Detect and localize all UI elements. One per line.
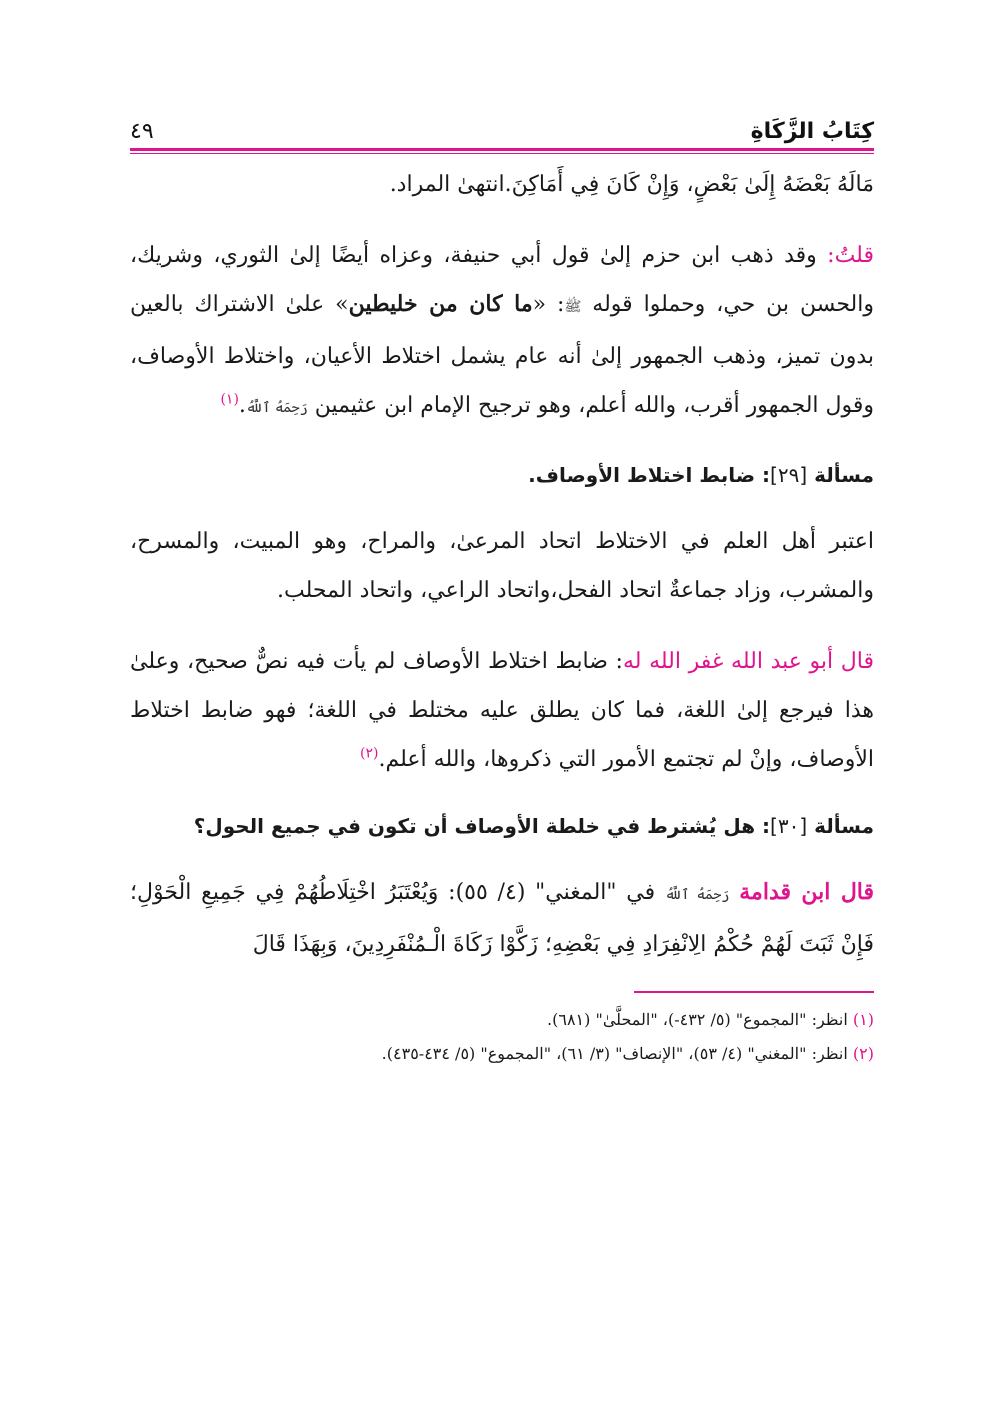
page-number: ٤٩ [130,119,154,144]
paragraph-text: وقد ذهب ابن حزم إلىٰ قول أبي حنيفة، وعزاه أيضًا إلىٰ الثوري، وشريك، والحسن بن حي، وحملوا قوله [130,243,874,317]
footnote-marker: (١) [852,1010,874,1029]
issue-title: : ضابط اختلاط الأوصاف. [528,463,771,487]
paragraph-text: في "المغني" (٤/ ٥٥): وَيُعْتَبَرُ اخْتِلَاطُهُمْ فِي جَمِيعِ الْحَوْلِ؛ فَإِنْ ثَبَتَ لَهُمْ حُكْمُ الِانْفِرَادِ فِي بَعْضِهِ؛ زَكَّوْا زَكَاةَ الْـمُنْفَرِدِينَ، وَبِهَذَا قَالَ [130,880,874,957]
footnote-2 [130,1037,874,1071]
spacer [130,209,874,231]
issue-number: [٣٠] [770,814,808,838]
book-page [130,108,874,1328]
footnote-1 [130,1003,874,1037]
spacer [130,495,874,517]
paragraph-continuation: مَالَهُ بَعْضَهُ إِلَىٰ بَعْضٍ، وَإِنْ كَانَ فِي أَمَاكِنَ.انتهىٰ المراد. [389,172,874,197]
spacer [130,615,874,637]
spacer [130,846,874,868]
hadith-quote: ما كان من خليطين [348,291,533,317]
footnote-divider [634,991,874,993]
qultu-lead: قلتُ: [827,243,874,268]
footnote-ref-2[interactable]: (٢) [360,745,379,762]
spacer [130,784,874,806]
issue-heading-30 [130,806,874,846]
rahimahullah-honorific: رَحِمَهُ ٱللَّهُ [245,400,308,416]
running-header [130,108,874,144]
issue-heading-29 [130,455,874,495]
paragraph-criteria: اعتبر أهل العلم في الاختلاط اتحاد المرعىٰ، والمراح، وهو المبيت، والمسرح، والمشرب، وزاد جماعةٌ اتحاد الفحل،واتحاد الراعي، واتحاد المحلب. [130,529,874,603]
paragraph-text: » علىٰ الاشتراك بالعين بدون تميز، وذهب الجمهور إلىٰ أنه عام يشمل اختلاط الأعيان، واختلاط الأوصاف، وقول الجمهور أقرب، والله أعلم، وهو ترجيح الإمام ابن عثيمين [130,292,874,418]
salawat-honorific: ﷺ [564,299,582,315]
author-lead: قال أبو عبد الله غفر الله له [622,649,874,674]
header-divider [130,148,874,154]
footnote-text: انظر: "المغني" (٤/ ٥٣)، "الإنصاف" (٣/ ٦١)، "المجموع" (٥/ ٤٣٤-٤٣٥). [381,1044,848,1063]
paragraph-author-opinion [130,637,874,784]
rahimahullah-honorific: رَحِمَهُ ٱللَّهُ [664,887,730,903]
footnotes [130,1003,874,1071]
issue-label: مسألة [807,814,874,838]
paragraph-ibn-qudama [130,868,874,969]
paragraph-text: . [238,393,246,418]
paragraph-text: : « [532,292,565,317]
footnote-marker: (٢) [852,1044,874,1063]
book-title: كِتَابُ الزَّكَاةِ [750,119,874,144]
issue-label: مسألة [807,463,874,487]
paragraph-text: : ضابط اختلاط الأوصاف لم يأت فيه نصٌّ صحيح، وعلىٰ هذا فيرجع إلىٰ اللغة، فما كان يطلق عليه مختلط في اللغة؛ فهو ضابط اختلاط الأوصاف، وإنْ لم تجتمع الأمور التي ذكروها، والله أعلم. [130,649,874,772]
spacer [130,433,874,455]
issue-number: [٢٩] [770,463,808,487]
footnote-text: انظر: "المجموع" (٥/ ٤٣٢-)، "المحلَّىٰ" (٦٨١). [547,1010,848,1029]
paragraph-ibn-hazm [130,231,874,433]
issue-title: : هل يُشترط في خلطة الأوصاف أن تكون في جميع الحول؟ [193,814,771,838]
footnote-ref-1[interactable]: (١) [220,391,239,408]
ibn-qudama-lead: قال ابن قدامة [739,879,875,905]
